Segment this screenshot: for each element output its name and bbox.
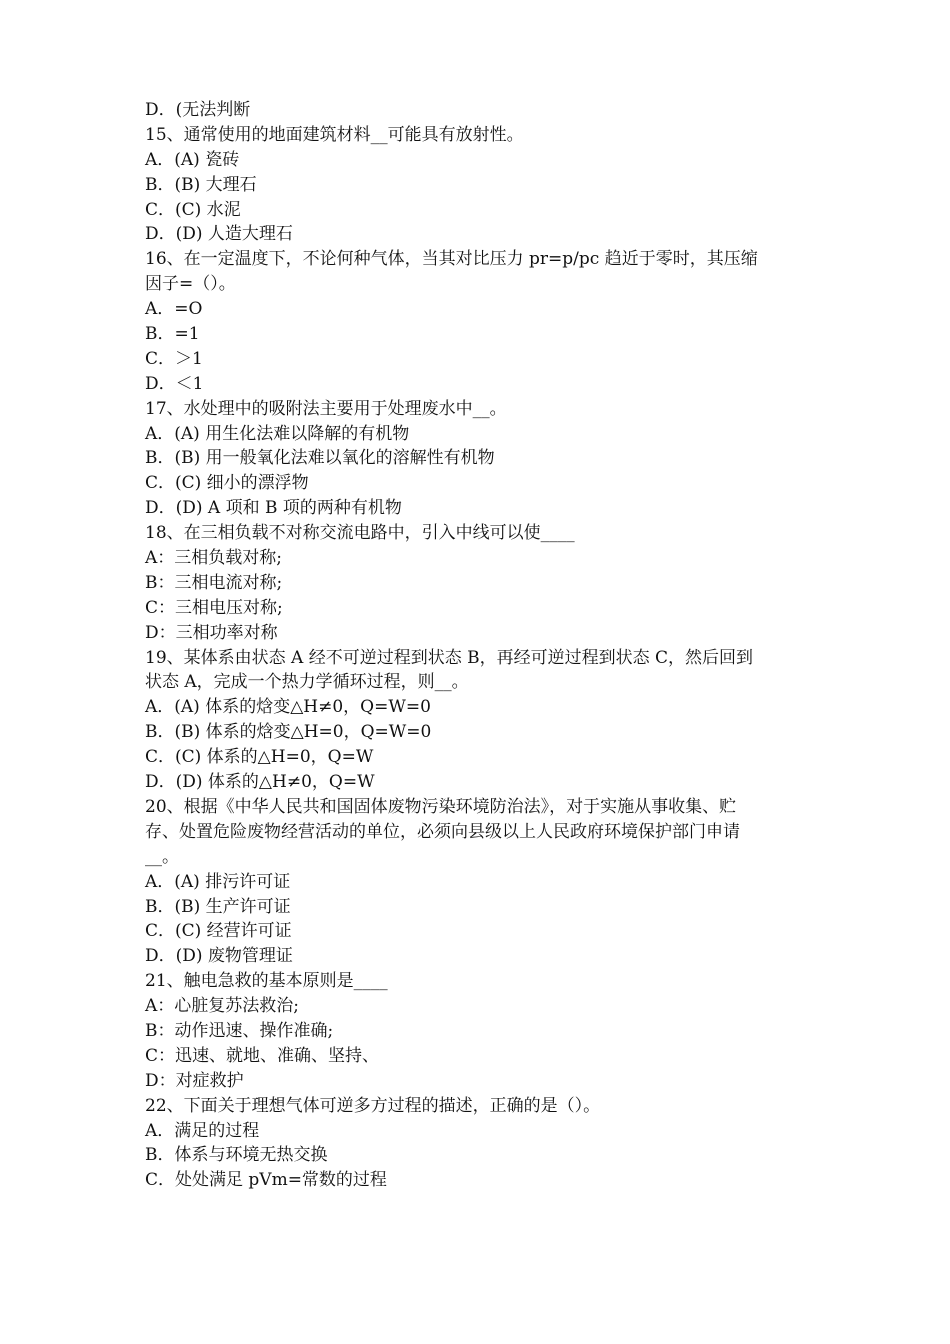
text-line: D．(D) 人造大理石 <box>145 224 293 245</box>
text-line: B．=1 <box>145 324 200 345</box>
text-line: C：迅速、就地、准确、坚持、 <box>145 1045 380 1066</box>
text-line: A：三相负载对称; <box>145 548 283 569</box>
text-line: B．体系与环境无热交换 <box>145 1145 328 1166</box>
text-line: C．＞1 <box>145 348 203 369</box>
text-line: C．处处满足 pVm=常数的过程 <box>145 1170 387 1191</box>
text-line: __。 <box>145 846 179 867</box>
text-line: C．(C) 水泥 <box>145 199 241 220</box>
text-line: C．(C) 细小的漂浮物 <box>145 473 309 494</box>
text-line: B．(B) 体系的焓变△H=0，Q=W=0 <box>145 722 432 743</box>
text-line: A．(A) 用生化法难以降解的有机物 <box>145 423 410 444</box>
text-line: A．(A) 瓷砖 <box>145 149 240 170</box>
text-line: D．(D) A 项和 B 项的两种有机物 <box>145 498 402 519</box>
text-line: 18、在三相负载不对称交流电路中，引入中线可以使____ <box>145 523 575 544</box>
text-line: B．(B) 用一般氧化法难以氧化的溶解性有机物 <box>145 448 495 469</box>
text-line: 16、在一定温度下，不论何种气体，当其对比压力 pr=p/pc 趋近于零时，其压缩 <box>145 249 758 270</box>
text-line: 因子=（）。 <box>145 274 236 295</box>
text-line: D．(D) 废物管理证 <box>145 946 293 967</box>
text-line: A．满足的过程 <box>145 1120 260 1141</box>
document-body <box>145 98 810 1193</box>
text-line: C．(C) 经营许可证 <box>145 921 292 942</box>
text-line: D．(无法判断 <box>145 100 251 120</box>
text-line: C：三相电压对称; <box>145 597 283 618</box>
text-line: B．(B) 大理石 <box>145 174 257 195</box>
text-line: A：心脏复苏法救治; <box>145 996 300 1017</box>
text-line: C．(C) 体系的△H=0，Q=W <box>145 747 374 768</box>
text-line: 22、下面关于理想气体可逆多方过程的描述，正确的是（）。 <box>145 1095 601 1116</box>
text-line: 15、通常使用的地面建筑材料__可能具有放射性。 <box>145 124 524 145</box>
text-line: 21、触电急救的基本原则是____ <box>145 971 388 992</box>
text-line: D：三相功率对称 <box>145 622 278 643</box>
text-line: A．=O <box>145 299 203 320</box>
text-line: D：对症救护 <box>145 1070 244 1091</box>
text-line: A．(A) 体系的焓变△H≠0，Q=W=0 <box>145 697 431 718</box>
text-line: B：动作迅速、操作准确; <box>145 1020 334 1041</box>
text-line: B：三相电流对称; <box>145 572 283 593</box>
text-line: 19、某体系由状态 A 经不可逆过程到状态 B，再经可逆过程到状态 C，然后回到 <box>145 647 754 668</box>
text-line: 20、根据《中华人民共和国固体废物污染环境防治法》，对于实施从事收集、贮 <box>145 796 737 817</box>
text-line: 17、水处理中的吸附法主要用于处理废水中__。 <box>145 398 507 419</box>
text-line: 状态 A，完成一个热力学循环过程，则__。 <box>145 672 469 693</box>
text-line: B．(B) 生产许可证 <box>145 896 291 917</box>
text-line: 存、处置危险废物经营活动的单位，必须向县级以上人民政府环境保护部门申请 <box>145 821 740 842</box>
text-line: D．＜1 <box>145 373 204 394</box>
text-line: A．(A) 排污许可证 <box>145 871 291 892</box>
text-line: D．(D) 体系的△H≠0，Q=W <box>145 772 375 793</box>
